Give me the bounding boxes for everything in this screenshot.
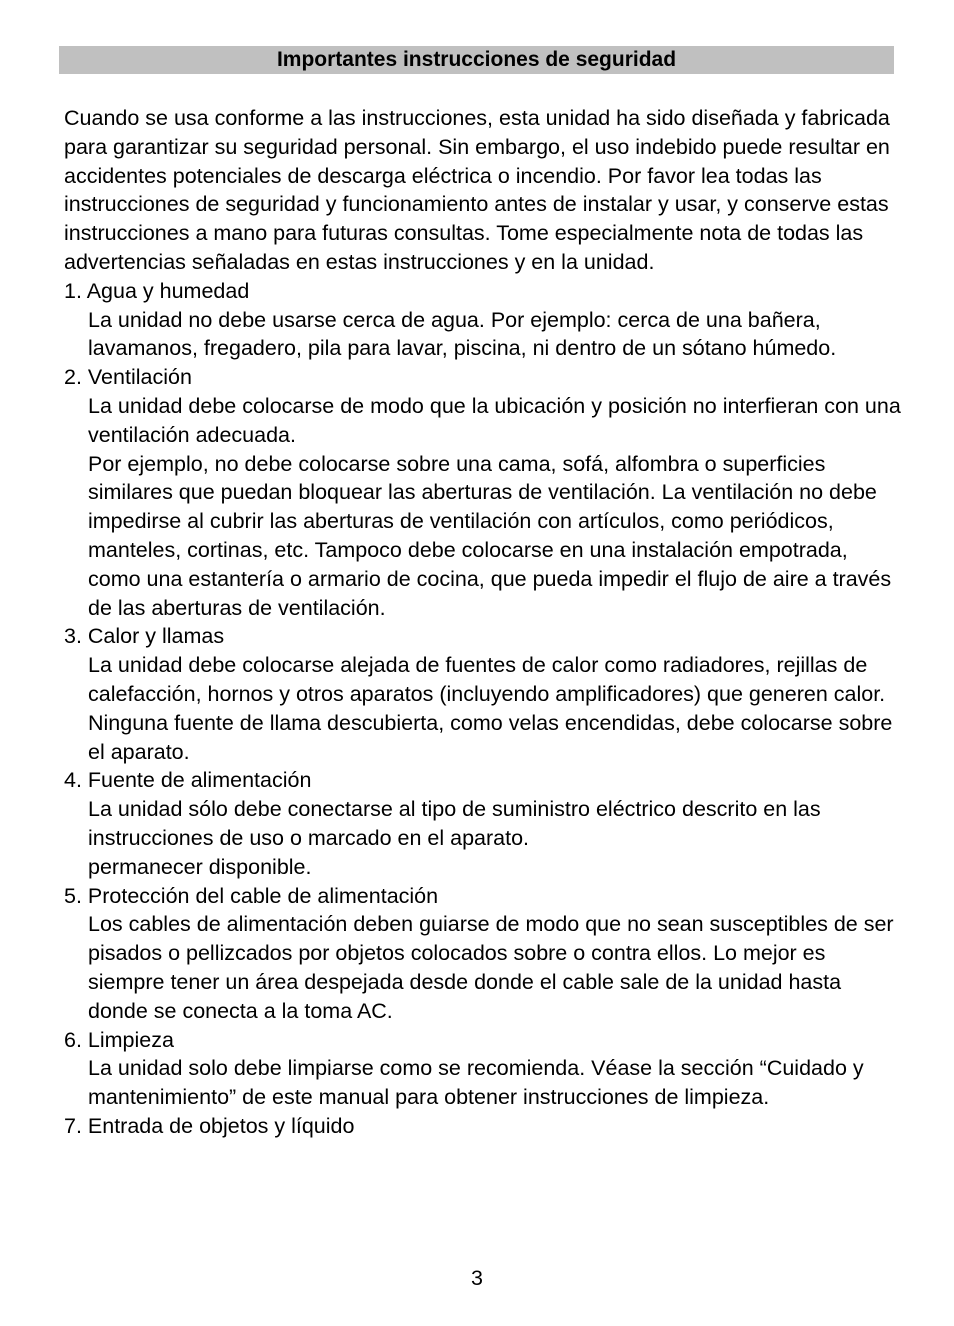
section-heading: 1. Agua y humedad	[64, 278, 250, 303]
safety-section-2	[64, 363, 904, 622]
section-heading: 6. Limpieza	[64, 1027, 174, 1052]
safety-section-3	[64, 622, 904, 766]
section-heading: 2. Ventilación	[64, 365, 192, 390]
section-paragraph: La unidad solo debe limpiarse como se recomienda. Véase la sección “Cuidado y mantenimiento” de este manual para obtener instrucciones de limpieza.	[88, 1056, 864, 1110]
section-paragraph: La unidad no debe usarse cerca de agua. Por ejemplo: cerca de una bañera, lavamanos, fregadero, pila para lavar, piscina, ni dentro de un sótano húmedo.	[88, 307, 837, 361]
section-heading: 7. Entrada de objetos y líquido	[64, 1113, 355, 1138]
section-paragraph: Por ejemplo, no debe colocarse sobre una cama, sofá, alfombra o superficies similares que puedan bloquear las aberturas de ventilación. La ventilación no debe impedirse al cubrir las aberturas de ventilación con artículos, como periódicos, manteles, cortinas, etc. Tampoco debe colocarse en una instalación empotrada, como una estantería o armario de cocina, que pueda impedir el flujo de aire a través de las aberturas de ventilación.	[88, 451, 892, 620]
section-heading: 4. Fuente de alimentación	[64, 768, 312, 793]
section-paragraph: La unidad debe colocarse de modo que la ubicación y posición no interfieran con una ventilación adecuada.	[88, 393, 901, 447]
safety-section-7	[64, 1112, 904, 1141]
section-heading: 3. Calor y llamas	[64, 624, 225, 649]
section-heading: 5. Protección del cable de alimentación	[64, 883, 439, 908]
section-title: Importantes instrucciones de seguridad	[276, 48, 677, 71]
page-number: 3	[471, 1266, 483, 1290]
safety-section-1	[64, 277, 904, 363]
safety-section-6	[64, 1026, 904, 1112]
section-paragraph: permanecer disponible.	[88, 854, 312, 879]
section-paragraph: La unidad sólo debe conectarse al tipo de suministro eléctrico descrito en las instrucciones de uso o marcado en el aparato.	[88, 797, 821, 850]
section-paragraph: La unidad debe colocarse alejada de fuentes de calor como radiadores, rejillas de calefacción, hornos y otros aparatos (incluyendo amplificadores) que generen calor. Ninguna fuente de llama descubierta, como velas encendidas, debe colocarse sobre el aparato.	[88, 653, 893, 764]
safety-section-5	[64, 882, 904, 1026]
section-title-bar	[59, 46, 894, 74]
safety-section-4	[64, 766, 904, 881]
document-body	[64, 104, 904, 1141]
section-paragraph: Los cables de alimentación deben guiarse de modo que no sean susceptibles de ser pisados o pellizcados por objetos colocados sobre o contra ellos. Lo mejor es siempre tener un área despejada desde donde el cable sale de la unidad hasta donde se conecta a la toma AC.	[88, 912, 894, 1023]
intro-paragraph: Cuando se usa conforme a las instrucciones, esta unidad ha sido diseñada y fabricada para garantizar su seguridad personal. Sin embargo, el uso indebido puede resultar en accidentes potenciales de descarga eléctrica o incendio. Por favor lea todas las instrucciones de seguridad y funcionamiento antes de instalar y usar, y conserve estas instrucciones a mano para futuras consultas. Tome especialmente nota de todas las advertencias señaladas en estas instrucciones y en la unidad.	[64, 106, 890, 274]
